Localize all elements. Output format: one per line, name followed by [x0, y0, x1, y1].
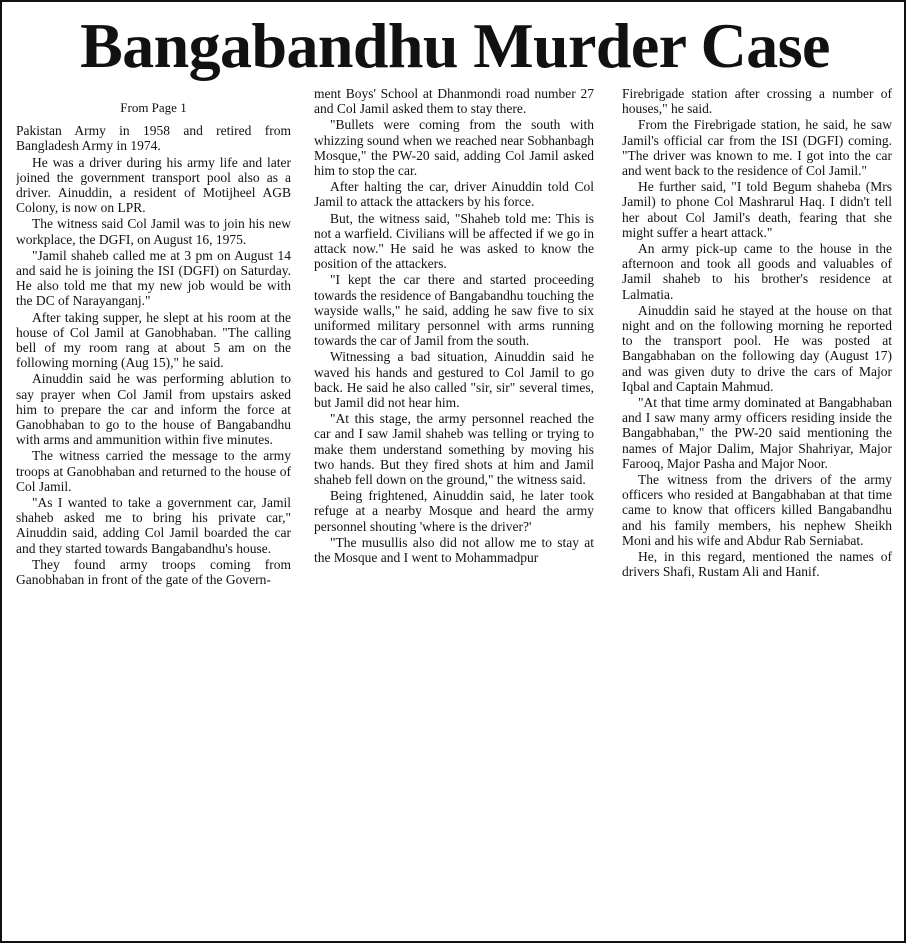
paragraph: Witnessing a bad situation, Ainuddin said he waved his hands and gestured to Col Jamil to go back. He said he also called "sir, sir" several times, but Jamil did not hear him.	[314, 349, 594, 411]
paragraph: He further said, "I told Begum shaheba (Mrs Jamil) to phone Col Mashrarul Haq. I didn't tell her about Col Jamil's death, fearing that she might suffer a heart attack."	[622, 179, 892, 240]
paragraph: "I kept the car there and started proceeding towards the residence of Bangabandhu touching the wayside walls," he said, adding he saw five to six uniformed military personnel with arms running towards the car of Jamil from the south.	[314, 272, 594, 349]
paragraph: Being frightened, Ainuddin said, he later took refuge at a nearby Mosque and heard the army personnel shouting 'where is the driver?'	[314, 488, 594, 534]
paragraph: After taking supper, he slept at his room at the house of Col Jamil at Ganobhaban. "The calling bell of my room rang at about 5 am on the following morning (Aug 15)," he said.	[16, 309, 291, 371]
paragraph: ment Boys' School at Dhanmondi road number 27 and Col Jamil asked them to stay there.	[314, 86, 594, 117]
paragraph: "As I wanted to take a government car, Jamil shaheb asked me to bring his private car," Ainuddin said, adding Col Jamil boarded the car and they started towards Bangabandhu's house.	[16, 495, 291, 556]
headline: Bangabandhu Murder Case	[80, 10, 830, 81]
paragraph: He, in this regard, mentioned the names of drivers Shafi, Rustam Ali and Hanif.	[622, 549, 892, 580]
paragraph: They found army troops coming from Ganobhaban in front of the gate of the Govern-	[16, 556, 291, 588]
article-column-1	[16, 100, 291, 952]
article-column-2	[314, 86, 594, 938]
paragraph: "Jamil shaheb called me at 3 pm on August 14 and said he is joining the ISI (DGFI) on Saturday. He also told me that my new job would be with the DC of Narayanganj."	[16, 247, 291, 309]
article-column-3	[622, 86, 892, 938]
paragraph: The witness said Col Jamil was to join his new workplace, the DGFI, on August 16, 1975.	[16, 216, 291, 247]
paragraph: After halting the car, driver Ainuddin told Col Jamil to attack the attackers by his force.	[314, 179, 594, 210]
paragraph: "At that time army dominated at Bangabhaban and I saw many army officers residing inside the Bangabhaban," the PW-20 said mentioning the names of Major Dalim, Major Shahriyar, Major Farooq, Major Pasha and Major Noor.	[622, 395, 892, 471]
paragraph: Pakistan Army in 1958 and retired from Bangladesh Army in 1974.	[16, 123, 291, 154]
paragraph: Ainuddin said he stayed at the house on that night and on the following morning he reported to the transport pool. He was posted at Bangabhaban on the following day (August 17) and was given duty to drive the cars of Major Iqbal and Captain Mahmud.	[622, 302, 892, 394]
paragraph: An army pick-up came to the house in the afternoon and took all goods and valuables of Jamil shaheb to his brother's residence at Lalmatia.	[622, 241, 892, 302]
paragraph: "Bullets were coming from the south with whizzing sound when we reached near Sobhanbagh Mosque," the PW-20 said, adding Col Jamil asked him to stop the car.	[314, 117, 594, 179]
paragraph: Ainuddin said he was performing ablution to say prayer when Col Jamil from upstairs asked him to prepare the car and inform the force at Ganobhaban to go to the house of Bangabandhu with arms and ammunition within five minutes.	[16, 371, 291, 448]
continuation-label: From Page 1	[120, 100, 187, 115]
paragraph: He was a driver during his army life and later joined the government transport pool also as a driver. Ainuddin, a resident of Motijheel AGB Colony, is now on LPR.	[16, 154, 291, 216]
paragraph: Firebrigade station after crossing a number of houses," he said.	[622, 86, 892, 117]
paragraph: But, the witness said, "Shaheb told me: This is not a warfield. Civilians will be affected if we go in attack now." He said he was asked to know the position of the attackers.	[314, 210, 594, 272]
paragraph: The witness carried the message to the army troops at Ganobhaban and returned to the house of Col Jamil.	[16, 448, 291, 494]
article-body	[16, 86, 894, 938]
paragraph: "The musullis also did not allow me to stay at the Mosque and I went to Mohammadpur	[314, 534, 594, 566]
paragraph: "At this stage, the army personnel reached the car and I saw Jamil shaheb was telling or trying to make them understand something by moving his two hands. But they fired shots at him and Jamil shaheb fell down on the ground," the witness said.	[314, 411, 594, 488]
paragraph: The witness from the drivers of the army officers who resided at Bangabhaban at that time came to know that officers killed Bangabandhu and his family members, his nephew Sheikh Moni and his wife and Abdur Rab Serniabat.	[622, 472, 892, 548]
paragraph: From the Firebrigade station, he said, he saw Jamil's official car from the ISI (DGFI) coming. "The driver was known to me. I got into the car and went back to the residence of Col Jamil."	[622, 117, 892, 179]
